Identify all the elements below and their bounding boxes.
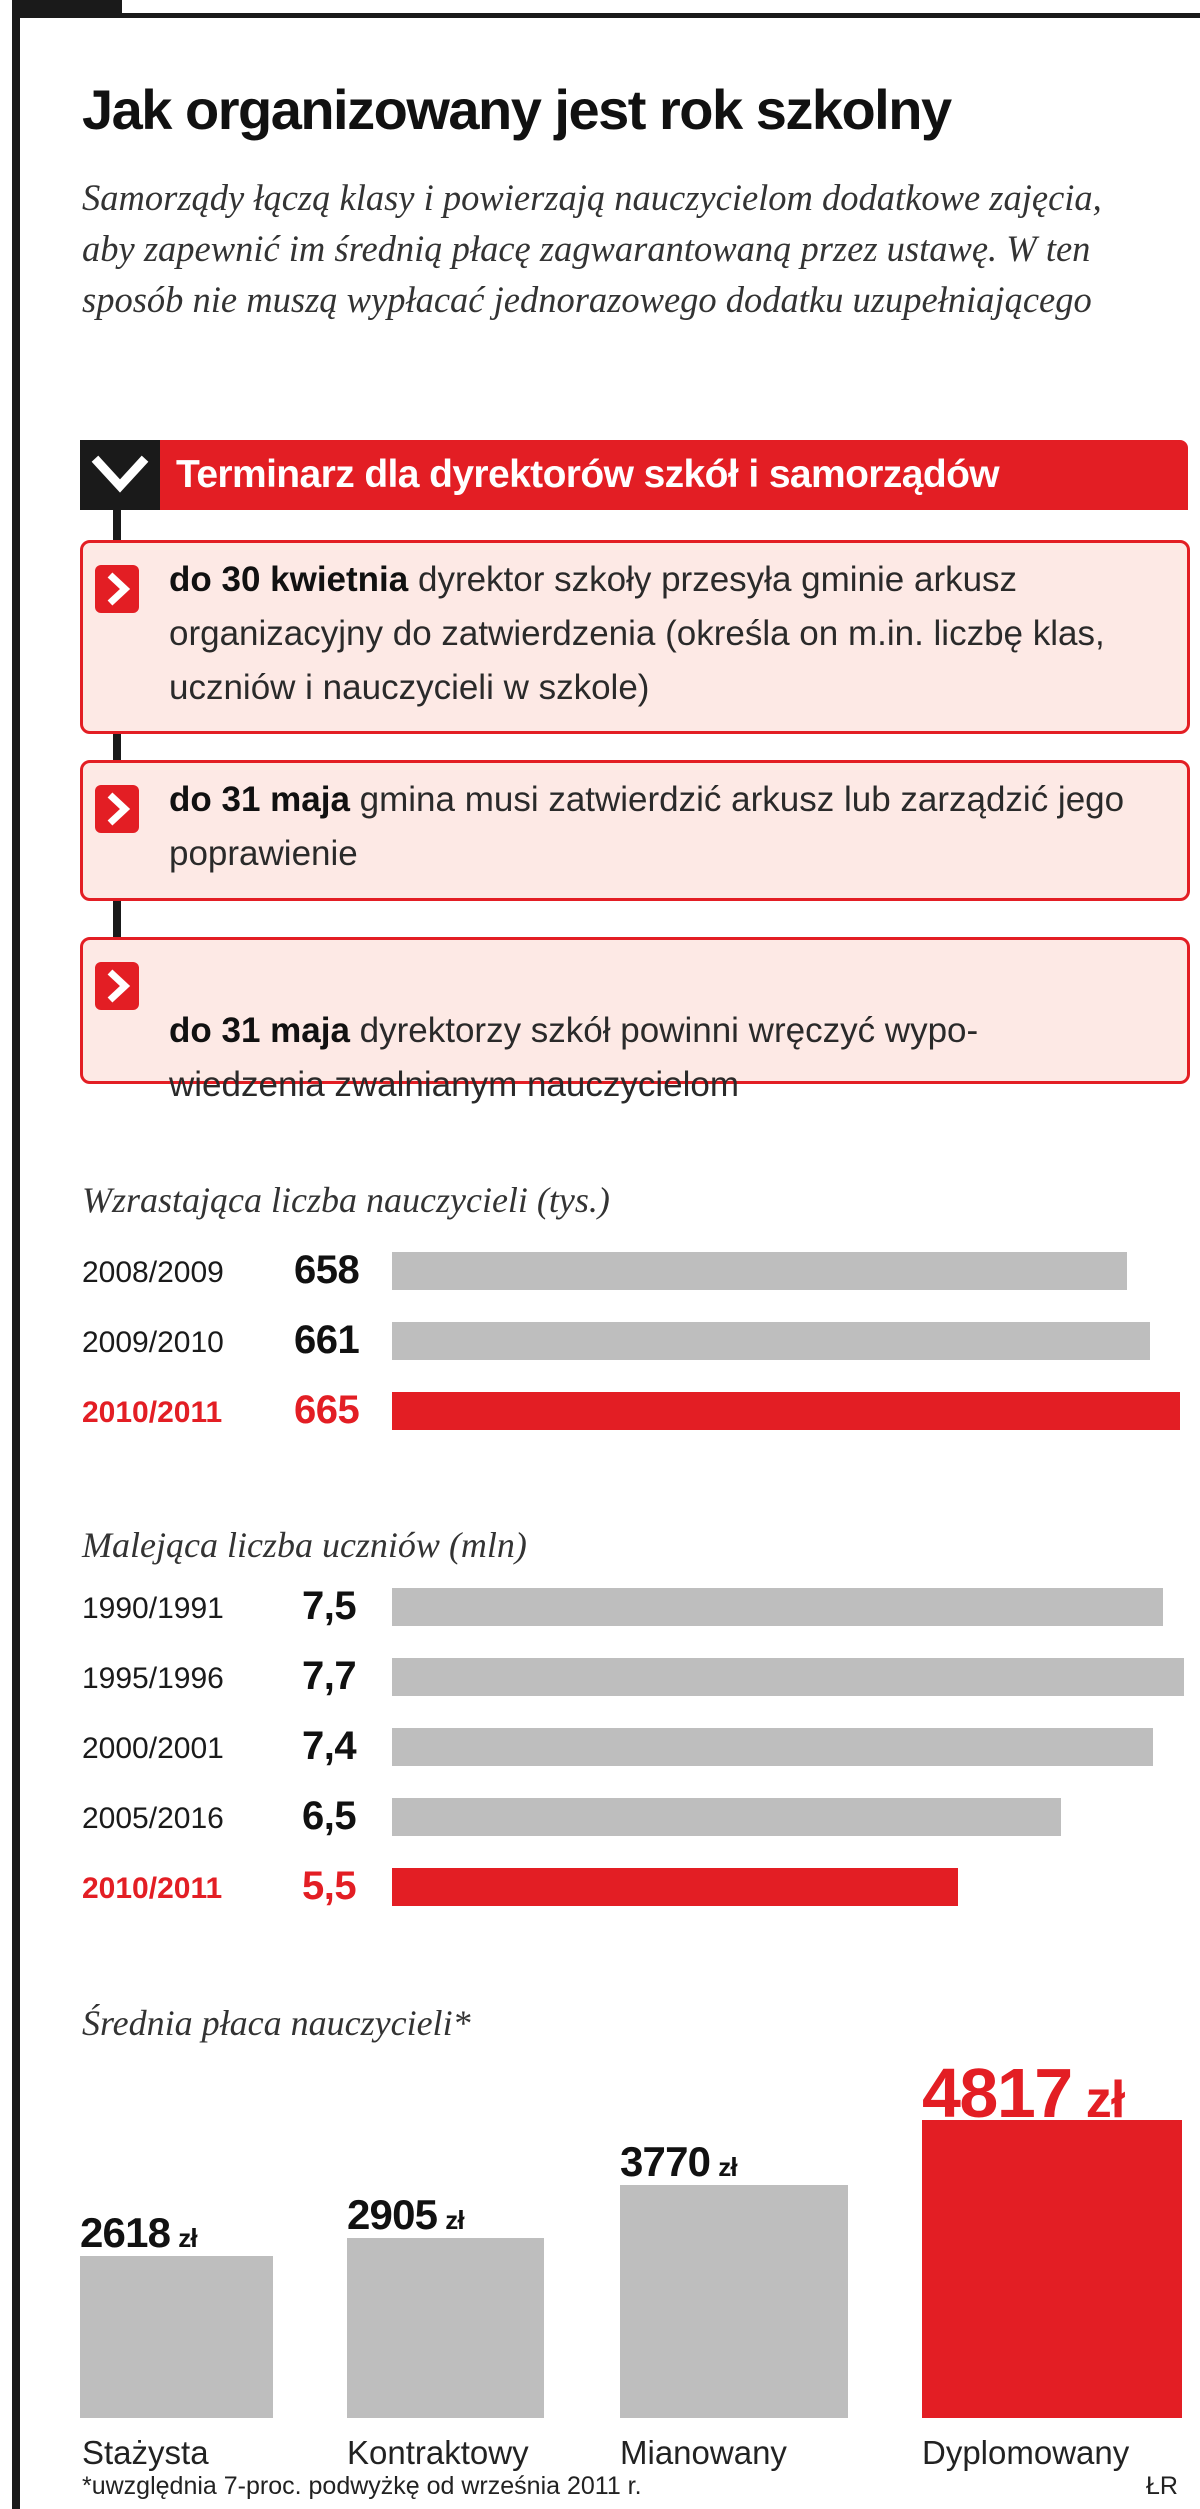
wage-unit: zł	[445, 2205, 464, 2235]
wages-chart-title: Średnia płaca nauczycieli*	[82, 2003, 471, 2043]
students-chart-title: Malejąca liczba uczniów (mln)	[82, 1525, 527, 1565]
schedule-item-date: do 31 maja	[169, 780, 350, 819]
chevron-right-icon	[95, 785, 139, 833]
chevron-right-icon	[95, 565, 139, 613]
category-label: Stażysta	[82, 2434, 209, 2471]
bar	[347, 2238, 544, 2418]
category-label: 2005/2016	[82, 1802, 224, 1835]
value-label: 661	[294, 1318, 360, 1362]
category-label: 2010/2011	[82, 1872, 223, 1905]
page-title: Jak organizowany jest rok szkolny	[82, 78, 951, 141]
value-label: 5,5	[302, 1864, 357, 1908]
schedule-item-text	[169, 950, 1163, 1112]
chevron-down-icon	[80, 440, 160, 510]
bar	[392, 1392, 1180, 1430]
schedule-item-text	[169, 553, 1163, 715]
bar	[392, 1798, 1061, 1836]
value-label: 6,5	[302, 1794, 357, 1838]
bar	[392, 1728, 1153, 1766]
wage-amount: 4817	[922, 2054, 1072, 2132]
schedule-item-desc: dyrektorzy szkół powinni wręczyć wypo- wiedzenia zwalnianym nauczycielom	[169, 1011, 979, 1104]
value-label: 7,7	[302, 1654, 357, 1698]
teachers-chart-title: Wzrastająca liczba nauczycieli (tys.)	[82, 1180, 610, 1220]
chevron-right-icon	[95, 962, 139, 1010]
bar	[392, 1658, 1184, 1696]
category-label: 1990/1991	[82, 1592, 224, 1625]
schedule-title: Terminarz dla dyrektorów szkół i samorządów	[176, 453, 1000, 496]
bar	[80, 2256, 273, 2418]
footnote: *uwzględnia 7-proc. podwyżkę od września 2011 r.	[82, 2472, 642, 2500]
value-label: 7,4	[302, 1724, 357, 1768]
bar	[392, 1322, 1150, 1360]
bar	[392, 1588, 1163, 1626]
value-label: 665	[294, 1388, 360, 1432]
category-label: 2008/2009	[82, 1256, 224, 1289]
schedule-item-desc: dyrektor szkoły przesyła gminie arkusz organizacyjny do zatwierdzenia (określa on m.in. liczbę klas, uczniów i nauczycieli w szkole)	[169, 560, 1105, 707]
schedule-item-text	[169, 773, 1163, 881]
bar	[392, 1252, 1127, 1290]
category-label: 2009/2010	[82, 1326, 224, 1359]
category-label: Kontraktowy	[347, 2434, 529, 2471]
wage-amount: 2905	[347, 2191, 438, 2238]
bar	[392, 1868, 958, 1906]
schedule-header	[80, 440, 1188, 510]
value-label	[620, 2138, 737, 2185]
schedule-item	[80, 760, 1190, 901]
schedule-item	[80, 937, 1190, 1104]
frame-corner-tab	[12, 0, 122, 18]
value-label	[922, 2054, 1125, 2132]
category-label: Dyplomowany	[922, 2434, 1130, 2471]
bar	[620, 2185, 848, 2418]
frame-left-rule	[12, 0, 20, 2509]
category-label: 2010/2011	[82, 1396, 223, 1429]
schedule-item-date: do 31 maja	[169, 1011, 350, 1050]
value-label: 7,5	[302, 1584, 357, 1628]
category-label: 1995/1996	[82, 1662, 224, 1695]
category-label: Mianowany	[620, 2434, 787, 2471]
wage-unit: zł	[178, 2223, 197, 2253]
bar	[922, 2120, 1182, 2418]
wage-amount: 2618	[80, 2209, 171, 2256]
value-label	[347, 2191, 464, 2238]
wage-amount: 3770	[620, 2138, 711, 2185]
frame-top-rule	[12, 13, 1200, 18]
value-label: 658	[294, 1248, 360, 1292]
author-credit: ŁR	[1146, 2472, 1178, 2500]
category-label: 2000/2001	[82, 1732, 224, 1765]
wage-unit: zł	[718, 2152, 737, 2182]
schedule-item-desc: gmina musi zatwierdzić arkusz lub zarządzić jego poprawienie	[169, 780, 1125, 873]
schedule-item	[80, 540, 1190, 734]
schedule-item-date: do 30 kwietnia	[169, 560, 409, 599]
page-subtitle: Samorządy łączą klasy i powierzają nauczycielom dodatkowe zajęcia, aby zapewnić im średnią płacę zagwarantowaną przez ustawę. W ten sposób nie muszą wypłacać jednorazowego dodatku uzupełniającego	[82, 177, 1102, 320]
value-label	[80, 2209, 197, 2256]
wage-unit: zł	[1085, 2071, 1125, 2129]
